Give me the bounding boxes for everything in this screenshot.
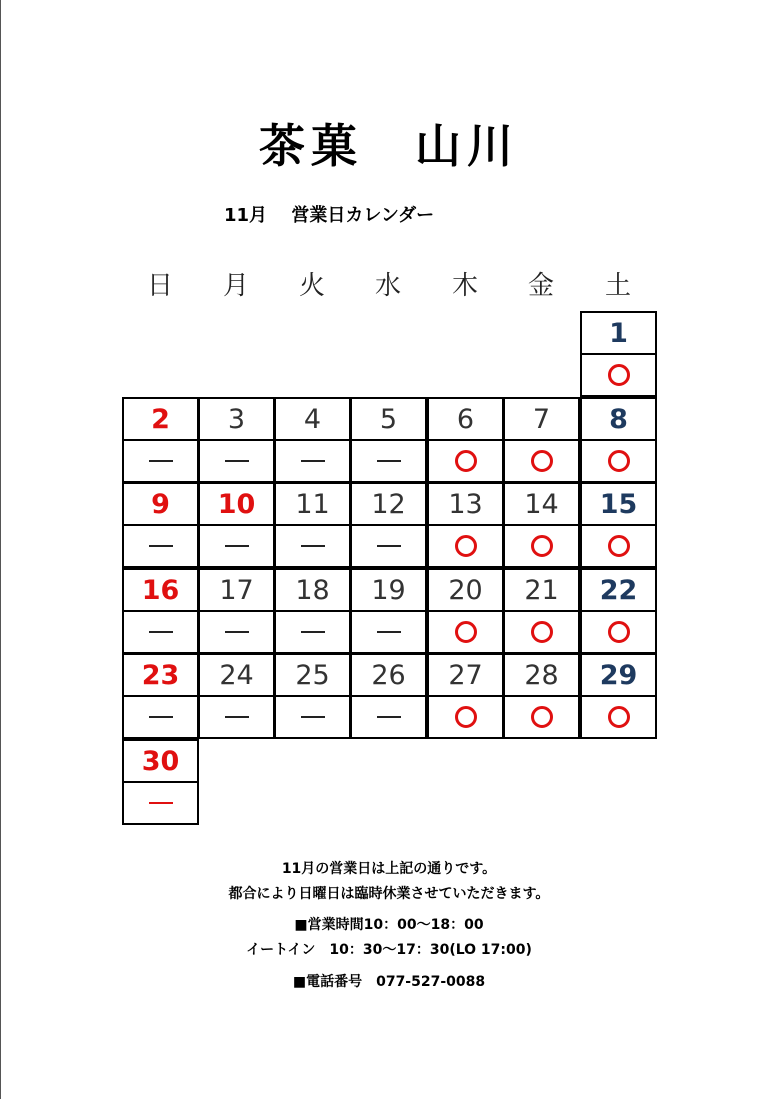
closed-dash-icon [149, 545, 173, 547]
day-cell [503, 482, 580, 526]
day-number: 9 [151, 488, 170, 520]
status-cell [198, 610, 275, 654]
status-cell [427, 439, 504, 483]
day-number: 30 [141, 745, 180, 777]
closed-dash-icon [301, 545, 325, 547]
weekday-label: 水 [374, 271, 401, 301]
closed-dash-icon [149, 460, 173, 462]
day-cell [122, 482, 199, 526]
day-number: 25 [295, 659, 330, 691]
closed-dash-icon [225, 460, 249, 462]
day-number: 6 [456, 403, 475, 435]
closed-dash-icon [377, 716, 401, 718]
day-cell [198, 397, 275, 441]
day-number: 14 [524, 488, 559, 520]
day-cell [122, 739, 199, 783]
day-number: 19 [371, 574, 406, 606]
status-cell [350, 610, 427, 654]
weekday-label: 土 [604, 271, 631, 301]
day-number: 15 [599, 488, 638, 520]
closed-dash-icon [149, 802, 173, 804]
status-cell [122, 439, 199, 483]
day-cell [580, 568, 657, 612]
open-circle-icon [608, 364, 630, 386]
status-cell [503, 610, 580, 654]
day-number: 1 [609, 317, 628, 349]
day-cell [427, 568, 504, 612]
day-cell [503, 568, 580, 612]
open-circle-icon [531, 621, 553, 643]
closed-dash-icon [377, 631, 401, 633]
closed-dash-icon [377, 545, 401, 547]
calendar-title: 11月 営業日カレンダー [224, 205, 435, 226]
status-cell [274, 695, 351, 739]
day-cell [198, 653, 275, 697]
open-circle-icon [455, 706, 477, 728]
day-number: 5 [379, 403, 398, 435]
phone-number: ■電話番号 077-527-0088 [292, 974, 486, 990]
day-number: 8 [609, 403, 628, 435]
day-number: 11 [295, 488, 330, 520]
day-cell [274, 397, 351, 441]
status-cell [580, 353, 657, 397]
day-number: 23 [141, 659, 180, 691]
open-circle-icon [455, 621, 477, 643]
shop-name: 茶菓 山川 [259, 119, 519, 173]
open-circle-icon [608, 621, 630, 643]
closed-dash-icon [225, 631, 249, 633]
open-circle-icon [531, 706, 553, 728]
day-cell [198, 482, 275, 526]
status-cell [122, 781, 199, 825]
day-number: 3 [227, 403, 246, 435]
day-cell [274, 568, 351, 612]
closed-dash-icon [301, 631, 325, 633]
day-cell [350, 482, 427, 526]
day-cell [427, 482, 504, 526]
status-cell [198, 439, 275, 483]
status-cell [580, 610, 657, 654]
note-line-1: 11月の営業日は上記の通りです。 [281, 861, 497, 877]
status-cell [274, 524, 351, 568]
open-circle-icon [608, 535, 630, 557]
day-cell [503, 653, 580, 697]
weekday-label: 月 [222, 271, 249, 301]
day-cell [198, 568, 275, 612]
status-cell [122, 610, 199, 654]
day-cell [350, 397, 427, 441]
status-cell [580, 524, 657, 568]
day-cell [503, 397, 580, 441]
status-cell [427, 695, 504, 739]
status-cell [274, 439, 351, 483]
closed-dash-icon [225, 716, 249, 718]
day-cell [350, 568, 427, 612]
open-circle-icon [608, 706, 630, 728]
day-cell [274, 482, 351, 526]
status-cell [350, 524, 427, 568]
closed-dash-icon [301, 716, 325, 718]
day-number: 13 [448, 488, 483, 520]
status-cell [580, 695, 657, 739]
day-cell [122, 568, 199, 612]
closed-dash-icon [301, 460, 325, 462]
open-circle-icon [531, 535, 553, 557]
day-number: 21 [524, 574, 559, 606]
status-cell [198, 695, 275, 739]
closed-dash-icon [149, 631, 173, 633]
day-number: 18 [295, 574, 330, 606]
weekday-label: 火 [298, 271, 325, 301]
status-cell [198, 524, 275, 568]
status-cell [503, 524, 580, 568]
day-number: 4 [303, 403, 322, 435]
day-cell [580, 311, 657, 355]
weekday-label: 木 [451, 271, 478, 301]
note-line-2: 都合により日曜日は臨時休業させていただきます。 [228, 886, 550, 902]
day-number: 17 [219, 574, 254, 606]
day-number: 28 [524, 659, 559, 691]
status-cell [350, 439, 427, 483]
open-circle-icon [455, 535, 477, 557]
status-cell [122, 524, 199, 568]
closed-dash-icon [225, 545, 249, 547]
day-number: 10 [217, 488, 256, 520]
closed-dash-icon [377, 460, 401, 462]
day-number: 26 [371, 659, 406, 691]
day-number: 20 [448, 574, 483, 606]
status-cell [122, 695, 199, 739]
business-hours: ■営業時間10：00〜18：00 [294, 917, 484, 933]
day-cell [580, 653, 657, 697]
open-circle-icon [531, 450, 553, 472]
day-cell [580, 482, 657, 526]
day-number: 29 [599, 659, 638, 691]
eat-in-hours: イートイン 10：30〜17：30(LO 17:00) [246, 942, 532, 958]
day-number: 12 [371, 488, 406, 520]
status-cell [503, 439, 580, 483]
weekday-label: 日 [146, 271, 173, 301]
weekday-label: 金 [527, 271, 554, 301]
day-cell [274, 653, 351, 697]
status-cell [350, 695, 427, 739]
day-number: 2 [151, 403, 170, 435]
open-circle-icon [455, 450, 477, 472]
day-cell [580, 397, 657, 441]
day-number: 16 [141, 574, 180, 606]
status-cell [503, 695, 580, 739]
day-number: 24 [219, 659, 254, 691]
day-number: 7 [532, 403, 551, 435]
day-cell [122, 653, 199, 697]
open-circle-icon [608, 450, 630, 472]
day-cell [350, 653, 427, 697]
day-number: 22 [599, 574, 638, 606]
day-cell [427, 653, 504, 697]
day-number: 27 [448, 659, 483, 691]
day-cell [427, 397, 504, 441]
day-cell [122, 397, 199, 441]
closed-dash-icon [149, 716, 173, 718]
status-cell [427, 610, 504, 654]
status-cell [427, 524, 504, 568]
status-cell [274, 610, 351, 654]
status-cell [580, 439, 657, 483]
